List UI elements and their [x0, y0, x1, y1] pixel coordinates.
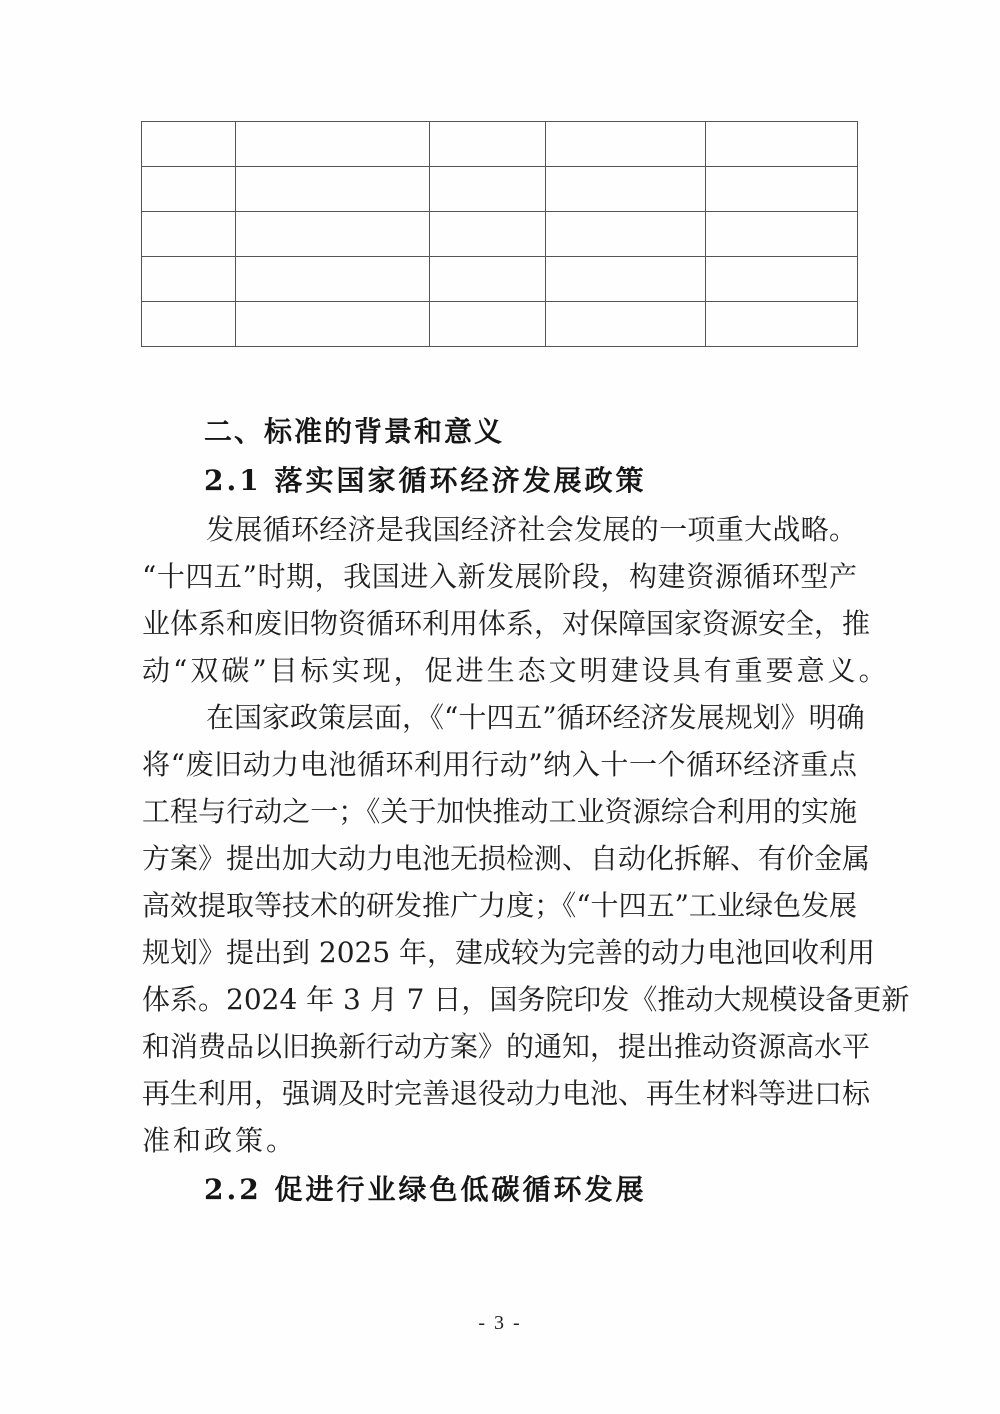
subsection-title-2-2: 2.2 促进行业绿色低碳循环发展: [204, 1173, 647, 1206]
paragraph-line: 准和政策。: [142, 1124, 298, 1157]
empty-table: [141, 121, 858, 347]
table-row: [142, 167, 858, 212]
paragraph-line: 在国家政策层面，《“十四五”循环经济发展规划》明确: [206, 701, 865, 734]
paragraph-line: 动“双碳”目标实现，促进生态文明建设具有重要意义。: [142, 654, 890, 687]
table-cell: [430, 212, 546, 257]
paragraph-line: 规划》提出到 2025 年，建成较为完善的动力电池回收利用: [142, 936, 876, 969]
table-cell: [546, 302, 706, 347]
table-cell: [236, 122, 430, 167]
paragraph-line: 体系。2024 年 3 月 7 日，国务院印发《推动大规模设备更新: [142, 983, 910, 1016]
table-cell: [706, 167, 858, 212]
paragraph-line: 方案》提出加大动力电池无损检测、自动化拆解、有价金属: [142, 842, 871, 875]
table-row: [142, 257, 858, 302]
table-cell: [142, 167, 236, 212]
table-cell: [546, 122, 706, 167]
table-row: [142, 212, 858, 257]
table-row: [142, 122, 858, 167]
table-cell: [236, 167, 430, 212]
table-cell: [430, 122, 546, 167]
table-cell: [236, 212, 430, 257]
table-cell: [706, 212, 858, 257]
table-cell: [430, 257, 546, 302]
table-cell: [236, 257, 430, 302]
table-cell: [706, 122, 858, 167]
table-cell: [546, 167, 706, 212]
table-cell: [430, 167, 546, 212]
table-cell: [546, 212, 706, 257]
table-cell: [546, 257, 706, 302]
subsection-title-2-1: 2.1 落实国家循环经济发展政策: [204, 464, 647, 497]
table-cell: [142, 122, 236, 167]
table-cell: [706, 302, 858, 347]
paragraph-line: 高效提取等技术的研发推广力度；《“十四五”工业绿色发展: [142, 889, 857, 922]
paragraph-line: 工程与行动之一；《关于加快推动工业资源综合利用的实施: [142, 795, 857, 828]
paragraph-line: 和消费品以旧换新行动方案》的通知，提出推动资源高水平: [142, 1030, 871, 1063]
page-number: - 3 -: [478, 1312, 522, 1334]
paragraph-line: 业体系和废旧物资循环利用体系，对保障国家资源安全，推: [142, 607, 871, 640]
table-cell: [706, 257, 858, 302]
table-cell: [142, 302, 236, 347]
table-cell: [430, 302, 546, 347]
table-cell: [236, 302, 430, 347]
table-cell: [142, 212, 236, 257]
paragraph-line: 将“废旧动力电池循环利用行动”纳入十一个循环经济重点: [142, 748, 857, 781]
paragraph-line: 发展循环经济是我国经济社会发展的一项重大战略。: [206, 513, 857, 546]
paragraph-line: “十四五”时期，我国进入新发展阶段，构建资源循环型产: [142, 560, 857, 593]
paragraph-line: 再生利用，强调及时完善退役动力电池、再生材料等进口标: [142, 1077, 871, 1110]
table-cell: [142, 257, 236, 302]
section-heading: 二、标准的背景和意义: [204, 415, 505, 448]
table-row: [142, 302, 858, 347]
